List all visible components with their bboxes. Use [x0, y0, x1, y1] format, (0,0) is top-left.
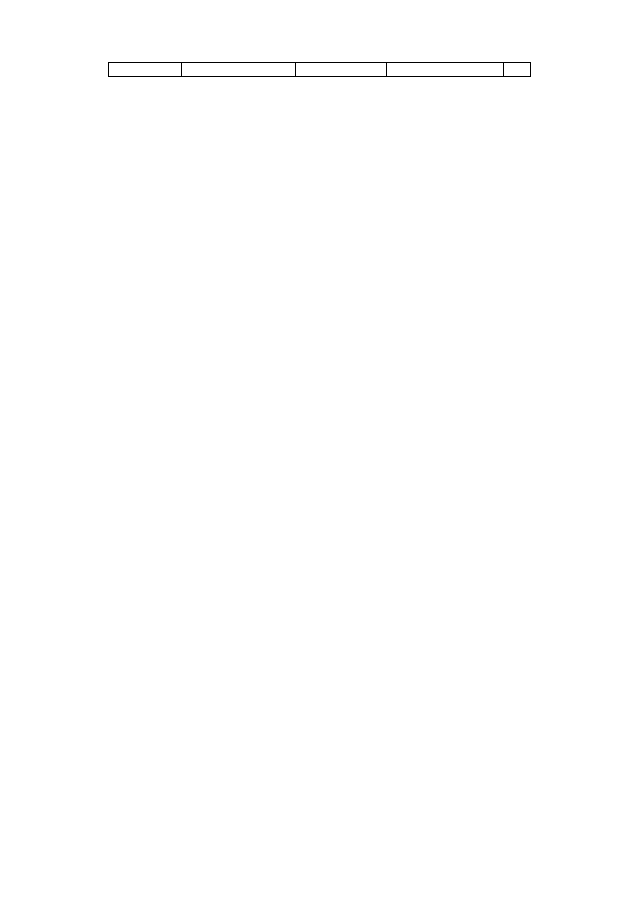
header-col-2 — [182, 63, 296, 77]
header-row — [109, 63, 531, 77]
header-col-1 — [109, 63, 182, 77]
header-col-3 — [296, 63, 387, 77]
data-table — [108, 62, 531, 77]
header-col-5 — [504, 63, 531, 77]
header-col-4 — [387, 63, 504, 77]
table-header — [109, 63, 531, 77]
